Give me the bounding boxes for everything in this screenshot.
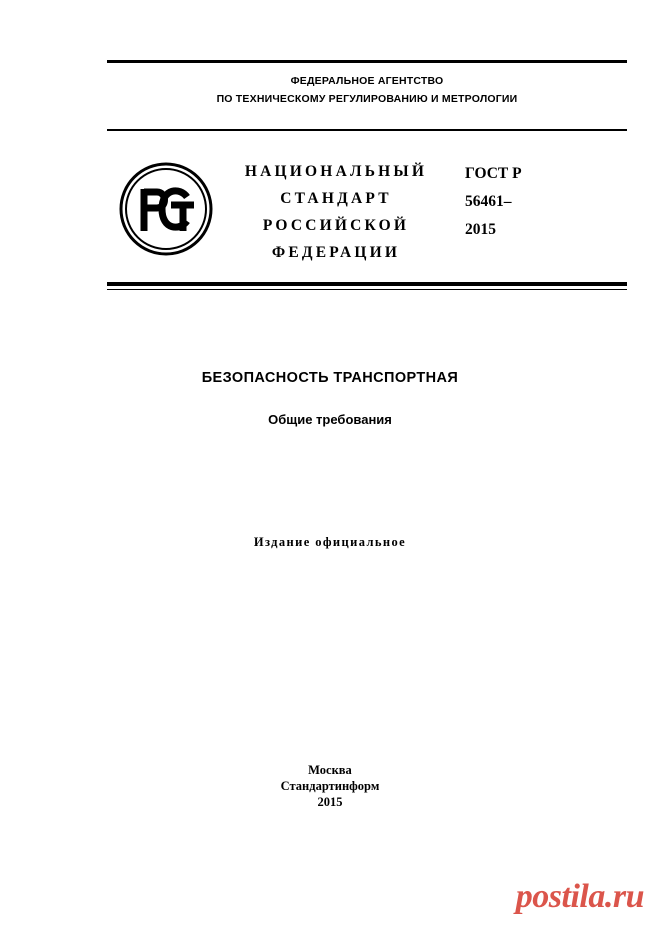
imprint-year: 2015 (317, 795, 343, 809)
agency-line-2: ПО ТЕХНИЧЕСКОМУ РЕГУЛИРОВАНИЮ И МЕТРОЛОГИИ (216, 93, 518, 105)
header-rule-top (107, 60, 627, 63)
imprint (60, 762, 600, 810)
standard-designation (465, 160, 630, 244)
designation-line-2: 56461– (465, 193, 512, 210)
imprint-city: Москва (308, 763, 352, 777)
national-standard-line-4: ФЕДЕРАЦИИ (271, 244, 401, 261)
national-standard-line-3: РОССИЙСКОЙ (262, 217, 410, 234)
document-subject: БЕЗОПАСНОСТЬ ТРАНСПОРТНАЯ (201, 370, 459, 386)
issuing-agency (107, 72, 627, 108)
national-standard-line-1: НАЦИОНАЛЬНЫЙ (244, 163, 428, 180)
rosstandart-emblem-icon (118, 161, 214, 257)
agency-line-1: ФЕДЕРАЛЬНОЕ АГЕНТСТВО (290, 75, 444, 87)
header-rule-middle (107, 129, 627, 131)
designation-line-1: ГОСТ Р (465, 165, 522, 182)
document-subtitle: Общие требования (268, 412, 392, 427)
national-standard-title (214, 158, 458, 266)
official-edition-note: Издание официальное (253, 535, 407, 549)
header-rule-bottom-thin (107, 289, 627, 290)
header-rule-bottom-thick (107, 282, 627, 286)
imprint-publisher: Стандартинформ (280, 779, 380, 793)
designation-line-3: 2015 (465, 221, 496, 238)
postila-ru-watermark: postila.ru (515, 878, 644, 915)
national-standard-line-2: СТАНДАРТ (280, 190, 392, 207)
